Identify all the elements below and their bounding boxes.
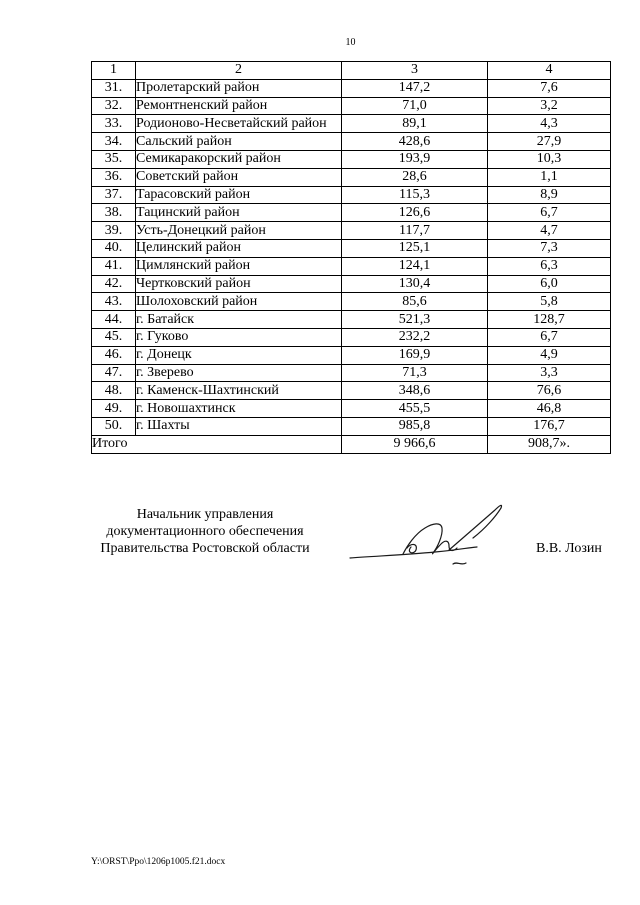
value-column-4: 3,2 <box>488 97 611 115</box>
position-line: Правительства Ростовской области <box>100 541 310 556</box>
value-column-3: 89,1 <box>342 115 488 133</box>
table-total-row <box>92 435 611 453</box>
row-number: 48. <box>92 382 136 400</box>
table-row <box>92 346 611 364</box>
value-column-4: 6,7 <box>488 328 611 346</box>
table-row <box>92 222 611 240</box>
row-number: 38. <box>92 204 136 222</box>
value-column-4: 5,8 <box>488 293 611 311</box>
table-row <box>92 186 611 204</box>
table-header-row <box>92 62 611 80</box>
table-row <box>92 400 611 418</box>
table-row <box>92 364 611 382</box>
row-number: 42. <box>92 275 136 293</box>
total-value-column-3: 9 966,6 <box>342 435 488 453</box>
table-row <box>92 115 611 133</box>
row-number: 43. <box>92 293 136 311</box>
row-number: 39. <box>92 222 136 240</box>
value-column-3: 130,4 <box>342 275 488 293</box>
handwritten-signature <box>345 498 510 573</box>
value-column-3: 71,3 <box>342 364 488 382</box>
district-name: г. Новошахтинск <box>136 400 342 418</box>
allocation-table <box>91 61 611 454</box>
table-row <box>92 417 611 435</box>
value-column-3: 428,6 <box>342 133 488 151</box>
position-line: документационного обеспечения <box>106 524 304 539</box>
column-header-3: 3 <box>342 62 488 80</box>
value-column-4: 46,8 <box>488 400 611 418</box>
page-number: 10 <box>345 37 356 48</box>
table-row <box>92 293 611 311</box>
value-column-4: 128,7 <box>488 311 611 329</box>
value-column-3: 117,7 <box>342 222 488 240</box>
value-column-3: 125,1 <box>342 239 488 257</box>
value-column-3: 115,3 <box>342 186 488 204</box>
value-column-4: 7,6 <box>488 79 611 97</box>
table-row <box>92 382 611 400</box>
table-row <box>92 328 611 346</box>
column-header-4: 4 <box>488 62 611 80</box>
district-name: Пролетарский район <box>136 79 342 97</box>
table-row <box>92 133 611 151</box>
value-column-4: 1,1 <box>488 168 611 186</box>
district-name: Ремонтненский район <box>136 97 342 115</box>
table-row <box>92 311 611 329</box>
value-column-4: 8,9 <box>488 186 611 204</box>
value-column-4: 7,3 <box>488 239 611 257</box>
row-number: 35. <box>92 150 136 168</box>
row-number: 41. <box>92 257 136 275</box>
district-name: Советский район <box>136 168 342 186</box>
value-column-3: 348,6 <box>342 382 488 400</box>
value-column-4: 3,3 <box>488 364 611 382</box>
value-column-4: 76,6 <box>488 382 611 400</box>
value-column-4: 10,3 <box>488 150 611 168</box>
row-number: 31. <box>92 79 136 97</box>
signatory-position <box>85 506 325 557</box>
district-name: г. Батайск <box>136 311 342 329</box>
row-number: 44. <box>92 311 136 329</box>
file-path-footer: Y:\ORST\Ppo\1206p1005.f21.docx <box>91 857 226 867</box>
table-row <box>92 275 611 293</box>
value-column-4: 6,3 <box>488 257 611 275</box>
district-name: г. Шахты <box>136 417 342 435</box>
row-number: 36. <box>92 168 136 186</box>
table-row <box>92 239 611 257</box>
value-column-3: 85,6 <box>342 293 488 311</box>
value-column-4: 6,0 <box>488 275 611 293</box>
signature-stroke <box>449 505 502 550</box>
row-number: 37. <box>92 186 136 204</box>
signature-stroke <box>407 544 416 552</box>
district-name: г. Каменск-Шахтинский <box>136 382 342 400</box>
column-header-1: 1 <box>92 62 136 80</box>
table-row <box>92 204 611 222</box>
row-number: 34. <box>92 133 136 151</box>
row-number: 49. <box>92 400 136 418</box>
row-number: 46. <box>92 346 136 364</box>
signature-stroke <box>453 563 466 564</box>
district-name: Шолоховский район <box>136 293 342 311</box>
value-column-4: 4,7 <box>488 222 611 240</box>
row-number: 50. <box>92 417 136 435</box>
district-name: Чертковский район <box>136 275 342 293</box>
value-column-3: 232,2 <box>342 328 488 346</box>
value-column-3: 71,0 <box>342 97 488 115</box>
district-name: г. Гуково <box>136 328 342 346</box>
value-column-4: 4,9 <box>488 346 611 364</box>
district-name: г. Донецк <box>136 346 342 364</box>
value-column-3: 124,1 <box>342 257 488 275</box>
value-column-4: 176,7 <box>488 417 611 435</box>
value-column-4: 4,3 <box>488 115 611 133</box>
district-name: Семикаракорский район <box>136 150 342 168</box>
row-number: 47. <box>92 364 136 382</box>
table-row <box>92 168 611 186</box>
value-column-3: 169,9 <box>342 346 488 364</box>
position-line: Начальник управления <box>136 507 274 522</box>
district-name: Тацинский район <box>136 204 342 222</box>
table-row <box>92 257 611 275</box>
row-number: 40. <box>92 239 136 257</box>
district-name: Целинский район <box>136 239 342 257</box>
district-name: Родионово-Несветайский район <box>136 115 342 133</box>
district-name: Цимлянский район <box>136 257 342 275</box>
value-column-3: 126,6 <box>342 204 488 222</box>
table-row <box>92 79 611 97</box>
total-label: Итого <box>92 435 342 453</box>
value-column-3: 985,8 <box>342 417 488 435</box>
signer-name: В.В. Лозин <box>536 541 602 556</box>
value-column-3: 147,2 <box>342 79 488 97</box>
total-value-column-4: 908,7». <box>488 435 611 453</box>
district-name: Сальский район <box>136 133 342 151</box>
row-number: 32. <box>92 97 136 115</box>
table-row <box>92 150 611 168</box>
value-column-3: 193,9 <box>342 150 488 168</box>
district-name: г. Зверево <box>136 364 342 382</box>
value-column-3: 521,3 <box>342 311 488 329</box>
table-row <box>92 97 611 115</box>
district-name: Усть-Донецкий район <box>136 222 342 240</box>
row-number: 45. <box>92 328 136 346</box>
value-column-4: 6,7 <box>488 204 611 222</box>
column-header-2: 2 <box>136 62 342 80</box>
value-column-3: 455,5 <box>342 400 488 418</box>
table-body <box>92 62 611 454</box>
row-number: 33. <box>92 115 136 133</box>
value-column-3: 28,6 <box>342 168 488 186</box>
district-name: Тарасовский район <box>136 186 342 204</box>
value-column-4: 27,9 <box>488 133 611 151</box>
